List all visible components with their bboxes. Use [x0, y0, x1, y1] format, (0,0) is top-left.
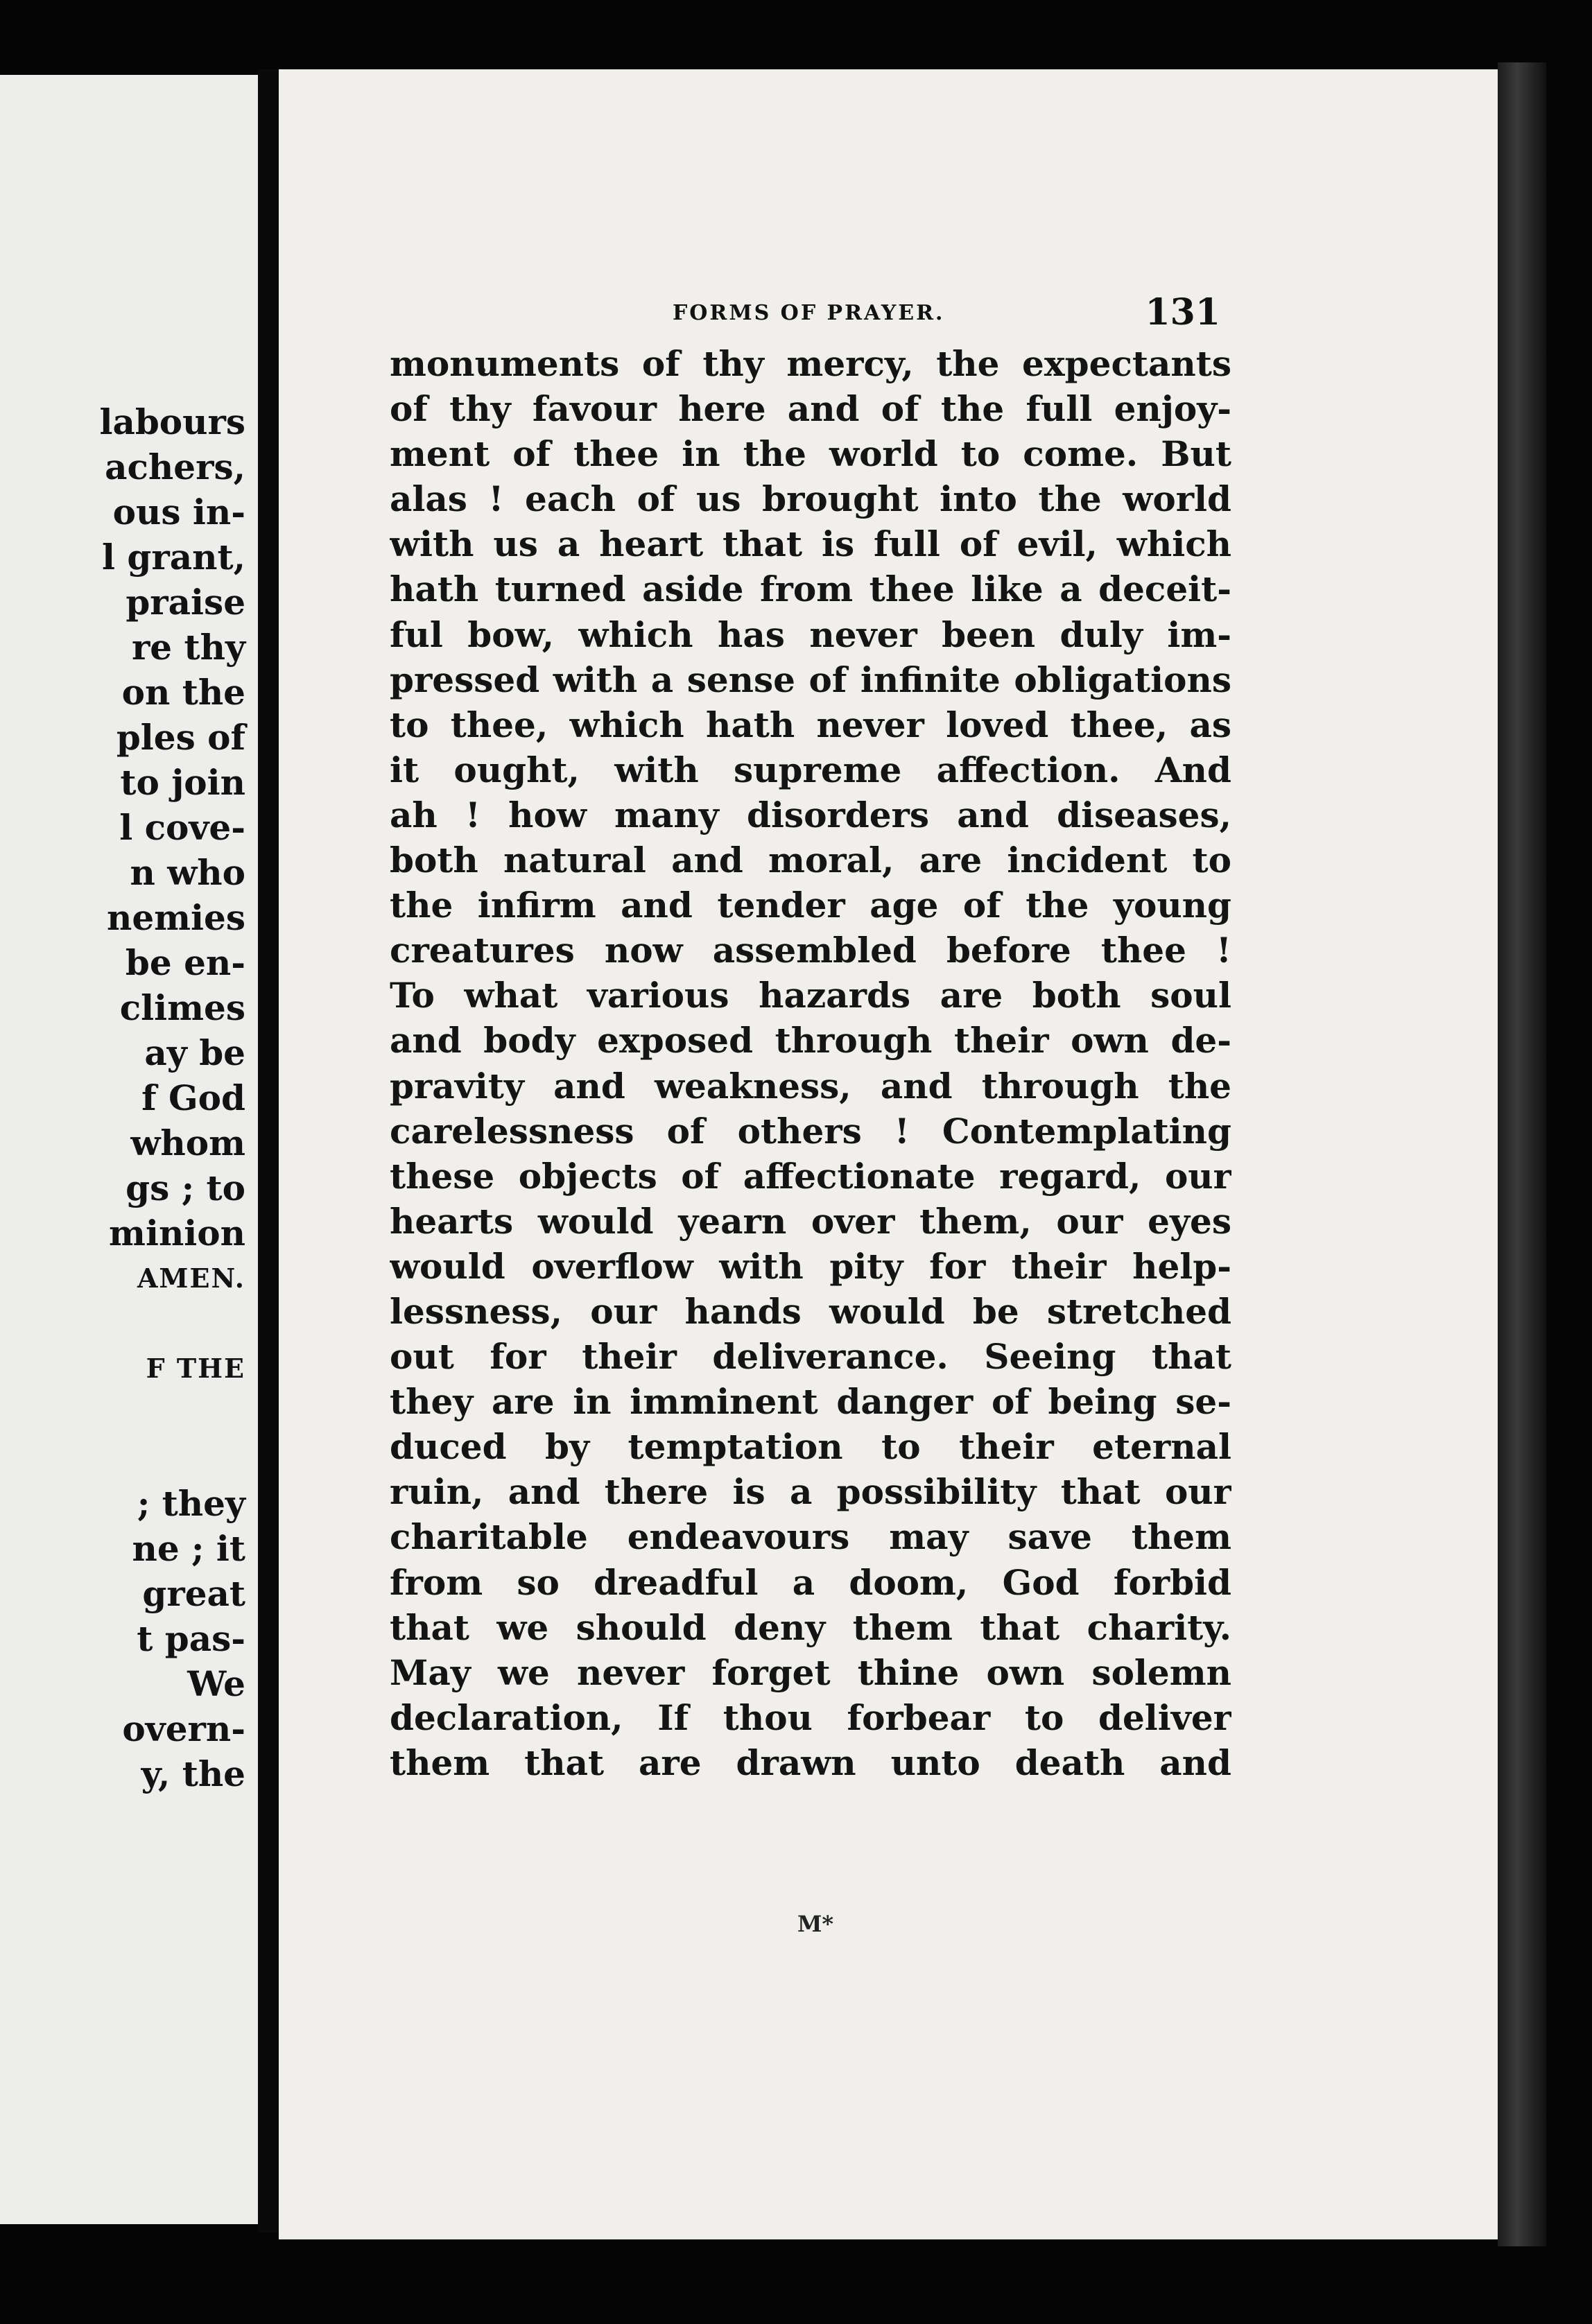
text-line: would overflow with pity for their help- [390, 1245, 1231, 1287]
left-line: nemies [106, 897, 245, 938]
text-line: duced by temptation to their eternal [390, 1426, 1231, 1468]
text-line: and body exposed through their own de- [390, 1020, 1231, 1061]
left-line: achers, [105, 446, 245, 487]
text-line: with us a heart that is full of evil, which [390, 523, 1231, 565]
text-line: declaration, If thou forbear to deliver [390, 1697, 1231, 1738]
left-line: ples of [116, 717, 245, 758]
text-line: carelessness of others ! Contemplating [390, 1110, 1231, 1152]
left-line: AMEN. [137, 1263, 245, 1294]
left-line: n who [130, 852, 245, 893]
left-line: on the [121, 672, 245, 713]
left-line: whom [130, 1122, 245, 1163]
text-line: monuments of thy mercy, the expectants [390, 343, 1231, 384]
text-line: they are in imminent danger of being se- [390, 1381, 1231, 1423]
signature-mark: M* [797, 1911, 834, 1937]
text-line: alas ! each of us brought into the world [390, 478, 1231, 520]
text-line: pressed with a sense of infinite obligations [390, 659, 1231, 700]
left-line: We [187, 1663, 245, 1704]
text-line: ful bow, which has never been duly im- [390, 614, 1231, 655]
text-line: lessness, our hands would be stretched [390, 1290, 1231, 1332]
left-spacer [0, 1391, 245, 1436]
text-line: To what various hazards are both soul [390, 975, 1231, 1016]
left-line: ; they [137, 1483, 245, 1524]
left-spacer [0, 1301, 245, 1346]
text-line: out for their deliverance. Seeing that [390, 1336, 1231, 1378]
text-line: ah ! how many disorders and diseases, [390, 794, 1231, 835]
page-body-text [390, 341, 1231, 1785]
text-line: it ought, with supreme affection. And [390, 749, 1231, 790]
text-line: to thee, which hath never loved thee, as [390, 704, 1231, 745]
left-line: praise [126, 582, 245, 623]
text-line: the infirm and tender age of the young [390, 885, 1231, 926]
left-line: to join [120, 762, 245, 803]
left-line: y, the [141, 1753, 245, 1794]
left-line: ous in- [112, 492, 245, 532]
text-line: that we should deny them that charity. [390, 1606, 1231, 1648]
text-line: hath turned aside from thee like a deceit- [390, 569, 1231, 610]
left-page-fragment [0, 75, 258, 2224]
left-spacer [0, 1436, 245, 1481]
left-line: ne ; it [132, 1528, 245, 1569]
left-line: l cove- [119, 807, 245, 848]
text-line: ment of thee in the world to come. But [390, 433, 1231, 475]
running-title: FORMS OF PRAYER. [673, 301, 945, 325]
left-line: labours [99, 401, 245, 442]
text-line: them that are drawn unto death and [390, 1742, 1231, 1783]
text-line: May we never forget thine own solemn [390, 1651, 1231, 1693]
text-line: pravity and weakness, and through the [390, 1065, 1231, 1107]
left-line: f God [141, 1077, 245, 1118]
text-line: charitable endeavours may save them [390, 1516, 1231, 1558]
text-line: creatures now assembled before thee ! [390, 930, 1231, 971]
left-line: gs ; to [126, 1168, 245, 1208]
text-line: ruin, and there is a possibility that our [390, 1471, 1231, 1513]
left-line: ay be [144, 1032, 245, 1073]
left-heading: F THE [146, 1353, 245, 1384]
text-line: of thy favour here and of the full enjoy- [390, 388, 1231, 430]
text-line: both natural and moral, are incident to [390, 840, 1231, 881]
text-line: hearts would yearn over them, our eyes [390, 1200, 1231, 1242]
text-line: from so dreadful a doom, God forbid [390, 1561, 1231, 1603]
running-header [374, 291, 1220, 340]
left-line: overn- [122, 1708, 245, 1749]
left-line: be en- [125, 942, 245, 983]
left-line: minion [109, 1213, 245, 1254]
left-page-text [0, 399, 245, 1796]
text-line: these objects of affectionate regard, our [390, 1155, 1231, 1197]
book-gutter [258, 69, 279, 2232]
page-edge-shadow [1498, 62, 1546, 2246]
left-line: great [142, 1573, 245, 1614]
left-line: t pas- [137, 1618, 245, 1659]
left-line: l grant, [102, 537, 245, 578]
left-line: re thy [131, 627, 245, 668]
page-number: 131 [1145, 291, 1220, 333]
left-line: climes [119, 987, 245, 1028]
